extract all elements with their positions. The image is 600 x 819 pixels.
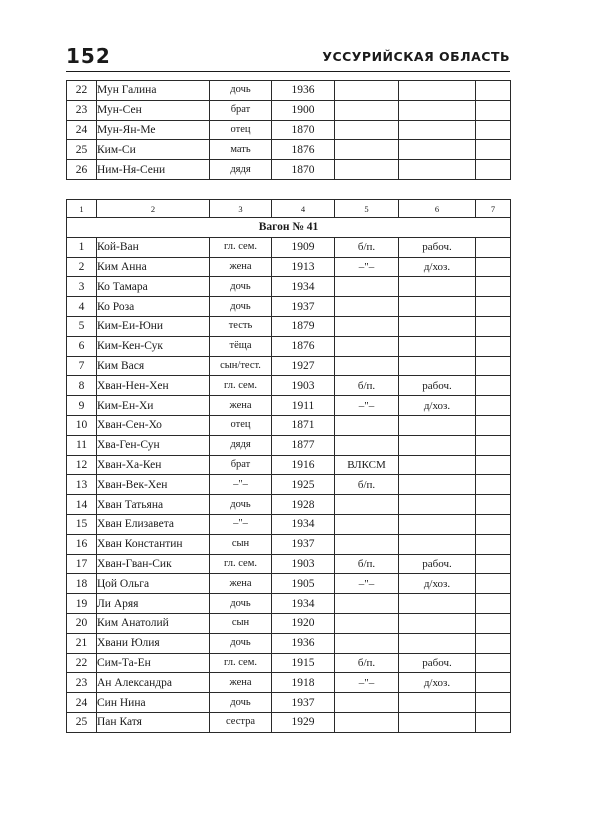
row-number: 3: [67, 277, 97, 297]
birth-year: 1876: [272, 140, 335, 160]
table-row: [67, 100, 511, 120]
row-number: 26: [67, 160, 97, 180]
occupation: рабоч.: [399, 554, 476, 574]
row-number: 7: [67, 356, 97, 376]
note-cell: [476, 297, 511, 317]
table-row: [67, 257, 511, 277]
birth-year: 1871: [272, 415, 335, 435]
party-status: –"–: [335, 257, 399, 277]
column-number: 7: [476, 200, 511, 218]
person-name: Цой Ольга: [97, 574, 210, 594]
person-name: Хва-Ген-Сун: [97, 435, 210, 455]
party-status: [335, 613, 399, 633]
note-cell: [476, 653, 511, 673]
table-row: [67, 534, 511, 554]
person-name: Мун Галина: [97, 81, 210, 101]
party-status: [335, 277, 399, 297]
party-status: [335, 140, 399, 160]
occupation: рабоч.: [399, 653, 476, 673]
birth-year: 1936: [272, 633, 335, 653]
row-number: 17: [67, 554, 97, 574]
birth-year: 1879: [272, 316, 335, 336]
birth-year: 1929: [272, 712, 335, 732]
row-number: 9: [67, 396, 97, 416]
note-cell: [476, 554, 511, 574]
birth-year: 1900: [272, 100, 335, 120]
table-row: [67, 277, 511, 297]
table-row: [67, 613, 511, 633]
row-number: 15: [67, 514, 97, 534]
party-status: [335, 495, 399, 515]
row-number: 24: [67, 120, 97, 140]
birth-year: 1925: [272, 475, 335, 495]
note-cell: [476, 633, 511, 653]
table-row: [67, 376, 511, 396]
column-number: 3: [210, 200, 272, 218]
occupation: [399, 415, 476, 435]
birth-year: 1934: [272, 277, 335, 297]
occupation: [399, 120, 476, 140]
person-name: Хвани Юлия: [97, 633, 210, 653]
relation: отец: [210, 415, 272, 435]
continuation-table: [66, 80, 511, 180]
row-number: 6: [67, 336, 97, 356]
party-status: –"–: [335, 673, 399, 693]
note-cell: [476, 415, 511, 435]
party-status: б/п.: [335, 653, 399, 673]
person-name: Ким-Кен-Сук: [97, 336, 210, 356]
row-number: 21: [67, 633, 97, 653]
note-cell: [476, 100, 511, 120]
table-row: [67, 594, 511, 614]
birth-year: 1934: [272, 594, 335, 614]
row-number: 22: [67, 653, 97, 673]
relation: жена: [210, 673, 272, 693]
party-status: –"–: [335, 574, 399, 594]
note-cell: [476, 673, 511, 693]
row-number: 24: [67, 693, 97, 713]
table-row: [67, 475, 511, 495]
note-cell: [476, 712, 511, 732]
wagon-heading-row: [67, 218, 511, 238]
occupation: [399, 140, 476, 160]
occupation: д/хоз.: [399, 574, 476, 594]
occupation: [399, 100, 476, 120]
party-status: [335, 81, 399, 101]
occupation: д/хоз.: [399, 396, 476, 416]
occupation: [399, 693, 476, 713]
note-cell: [476, 435, 511, 455]
row-number: 25: [67, 140, 97, 160]
row-number: 19: [67, 594, 97, 614]
party-status: [335, 435, 399, 455]
occupation: [399, 514, 476, 534]
page-header: [66, 44, 510, 68]
birth-year: 1927: [272, 356, 335, 376]
relation: сын: [210, 613, 272, 633]
row-number: 14: [67, 495, 97, 515]
note-cell: [476, 257, 511, 277]
birth-year: 1905: [272, 574, 335, 594]
row-number: 11: [67, 435, 97, 455]
note-cell: [476, 693, 511, 713]
birth-year: 1937: [272, 693, 335, 713]
row-number: 10: [67, 415, 97, 435]
row-number: 23: [67, 100, 97, 120]
note-cell: [476, 396, 511, 416]
column-number: 2: [97, 200, 210, 218]
table-row: [67, 81, 511, 101]
relation: дочь: [210, 693, 272, 713]
party-status: ВЛКСМ: [335, 455, 399, 475]
party-status: б/п.: [335, 475, 399, 495]
person-name: Ким-Еи-Юни: [97, 316, 210, 336]
relation: дядя: [210, 160, 272, 180]
table-row: [67, 554, 511, 574]
note-cell: [476, 140, 511, 160]
party-status: б/п.: [335, 554, 399, 574]
birth-year: 1870: [272, 160, 335, 180]
party-status: [335, 712, 399, 732]
party-status: [335, 693, 399, 713]
page-number: 152: [66, 44, 111, 68]
table-row: [67, 712, 511, 732]
birth-year: 1876: [272, 336, 335, 356]
table-row: [67, 653, 511, 673]
running-head: УССУРИЙСКАЯ ОБЛАСТЬ: [322, 49, 510, 64]
note-cell: [476, 120, 511, 140]
relation: отец: [210, 120, 272, 140]
note-cell: [476, 574, 511, 594]
person-name: Ким Анатолий: [97, 613, 210, 633]
relation: сын: [210, 534, 272, 554]
birth-year: 1918: [272, 673, 335, 693]
relation: гл. сем.: [210, 653, 272, 673]
relation: дочь: [210, 594, 272, 614]
occupation: [399, 594, 476, 614]
table-row: [67, 514, 511, 534]
table-row: [67, 415, 511, 435]
birth-year: 1920: [272, 613, 335, 633]
birth-year: 1903: [272, 554, 335, 574]
column-number: 5: [335, 200, 399, 218]
party-status: [335, 297, 399, 317]
note-cell: [476, 475, 511, 495]
occupation: [399, 356, 476, 376]
person-name: Ко Тамара: [97, 277, 210, 297]
relation: дочь: [210, 277, 272, 297]
row-number: 12: [67, 455, 97, 475]
occupation: [399, 336, 476, 356]
party-status: [335, 534, 399, 554]
note-cell: [476, 316, 511, 336]
birth-year: 1911: [272, 396, 335, 416]
birth-year: 1915: [272, 653, 335, 673]
wagon-heading: Вагон № 41: [67, 218, 511, 238]
person-name: Кой-Ван: [97, 237, 210, 257]
relation: тёща: [210, 336, 272, 356]
note-cell: [476, 534, 511, 554]
relation: жена: [210, 574, 272, 594]
note-cell: [476, 336, 511, 356]
occupation: [399, 455, 476, 475]
note-cell: [476, 455, 511, 475]
person-name: Хван Елизавета: [97, 514, 210, 534]
party-status: [335, 100, 399, 120]
occupation: [399, 495, 476, 515]
relation: дочь: [210, 495, 272, 515]
relation: гл. сем.: [210, 554, 272, 574]
person-name: Ко Роза: [97, 297, 210, 317]
table-row: [67, 336, 511, 356]
note-cell: [476, 376, 511, 396]
party-status: [335, 336, 399, 356]
occupation: [399, 81, 476, 101]
relation: гл. сем.: [210, 237, 272, 257]
occupation: д/хоз.: [399, 673, 476, 693]
table-row: [67, 673, 511, 693]
row-number: 2: [67, 257, 97, 277]
person-name: Хван-Сен-Хо: [97, 415, 210, 435]
table-row: [67, 633, 511, 653]
person-name: Ким Анна: [97, 257, 210, 277]
person-name: Хван-Нен-Хен: [97, 376, 210, 396]
table-row: [67, 120, 511, 140]
party-status: [335, 316, 399, 336]
row-number: 13: [67, 475, 97, 495]
relation: дядя: [210, 435, 272, 455]
occupation: рабоч.: [399, 237, 476, 257]
person-name: Хван Константин: [97, 534, 210, 554]
birth-year: 1928: [272, 495, 335, 515]
person-name: Ким Вася: [97, 356, 210, 376]
note-cell: [476, 594, 511, 614]
occupation: [399, 435, 476, 455]
party-status: [335, 594, 399, 614]
table-row: [67, 396, 511, 416]
column-number: 6: [399, 200, 476, 218]
birth-year: 1909: [272, 237, 335, 257]
table-row: [67, 140, 511, 160]
note-cell: [476, 514, 511, 534]
table-row: [67, 356, 511, 376]
wagon-table: [66, 199, 511, 733]
relation: сын/тест.: [210, 356, 272, 376]
relation: сестра: [210, 712, 272, 732]
party-status: [335, 633, 399, 653]
person-name: Ан Александра: [97, 673, 210, 693]
note-cell: [476, 495, 511, 515]
table-row: [67, 316, 511, 336]
person-name: Хван-Век-Хен: [97, 475, 210, 495]
relation: дочь: [210, 81, 272, 101]
occupation: [399, 534, 476, 554]
person-name: Сим-Та-Ен: [97, 653, 210, 673]
party-status: [335, 356, 399, 376]
row-number: 20: [67, 613, 97, 633]
relation: жена: [210, 257, 272, 277]
relation: дочь: [210, 297, 272, 317]
relation: дочь: [210, 633, 272, 653]
row-number: 22: [67, 81, 97, 101]
row-number: 5: [67, 316, 97, 336]
note-cell: [476, 237, 511, 257]
note-cell: [476, 81, 511, 101]
person-name: Ким-Ен-Хи: [97, 396, 210, 416]
occupation: рабоч.: [399, 376, 476, 396]
party-status: б/п.: [335, 237, 399, 257]
party-status: [335, 514, 399, 534]
row-number: 8: [67, 376, 97, 396]
row-number: 23: [67, 673, 97, 693]
party-status: б/п.: [335, 376, 399, 396]
occupation: [399, 277, 476, 297]
occupation: [399, 712, 476, 732]
relation: брат: [210, 455, 272, 475]
party-status: [335, 415, 399, 435]
relation: жена: [210, 396, 272, 416]
relation: гл. сем.: [210, 376, 272, 396]
note-cell: [476, 613, 511, 633]
relation: –"–: [210, 475, 272, 495]
occupation: [399, 613, 476, 633]
person-name: Ли Аряя: [97, 594, 210, 614]
party-status: [335, 120, 399, 140]
column-number: 4: [272, 200, 335, 218]
occupation: д/хоз.: [399, 257, 476, 277]
table-row: [67, 160, 511, 180]
note-cell: [476, 277, 511, 297]
relation: брат: [210, 100, 272, 120]
person-name: Ким-Си: [97, 140, 210, 160]
table-row: [67, 455, 511, 475]
party-status: [335, 160, 399, 180]
occupation: [399, 297, 476, 317]
birth-year: 1916: [272, 455, 335, 475]
occupation: [399, 475, 476, 495]
row-number: 18: [67, 574, 97, 594]
relation: мать: [210, 140, 272, 160]
column-number: 1: [67, 200, 97, 218]
birth-year: 1936: [272, 81, 335, 101]
table-row: [67, 435, 511, 455]
person-name: Хван-Ха-Кен: [97, 455, 210, 475]
table-row: [67, 693, 511, 713]
relation: –"–: [210, 514, 272, 534]
note-cell: [476, 160, 511, 180]
row-number: 1: [67, 237, 97, 257]
table-row: [67, 495, 511, 515]
relation: тесть: [210, 316, 272, 336]
table-row: [67, 574, 511, 594]
person-name: Хван Татьяна: [97, 495, 210, 515]
person-name: Мун-Ян-Ме: [97, 120, 210, 140]
birth-year: 1937: [272, 297, 335, 317]
row-number: 4: [67, 297, 97, 317]
column-number-row: [67, 200, 511, 218]
occupation: [399, 316, 476, 336]
header-rule: [66, 71, 510, 72]
birth-year: 1877: [272, 435, 335, 455]
party-status: –"–: [335, 396, 399, 416]
note-cell: [476, 356, 511, 376]
person-name: Пан Катя: [97, 712, 210, 732]
birth-year: 1903: [272, 376, 335, 396]
occupation: [399, 160, 476, 180]
person-name: Син Нина: [97, 693, 210, 713]
row-number: 16: [67, 534, 97, 554]
person-name: Ним-Ня-Сени: [97, 160, 210, 180]
birth-year: 1934: [272, 514, 335, 534]
table-row: [67, 237, 511, 257]
row-number: 25: [67, 712, 97, 732]
person-name: Мун-Сен: [97, 100, 210, 120]
occupation: [399, 633, 476, 653]
table-row: [67, 297, 511, 317]
birth-year: 1937: [272, 534, 335, 554]
birth-year: 1913: [272, 257, 335, 277]
person-name: Хван-Гван-Сик: [97, 554, 210, 574]
birth-year: 1870: [272, 120, 335, 140]
